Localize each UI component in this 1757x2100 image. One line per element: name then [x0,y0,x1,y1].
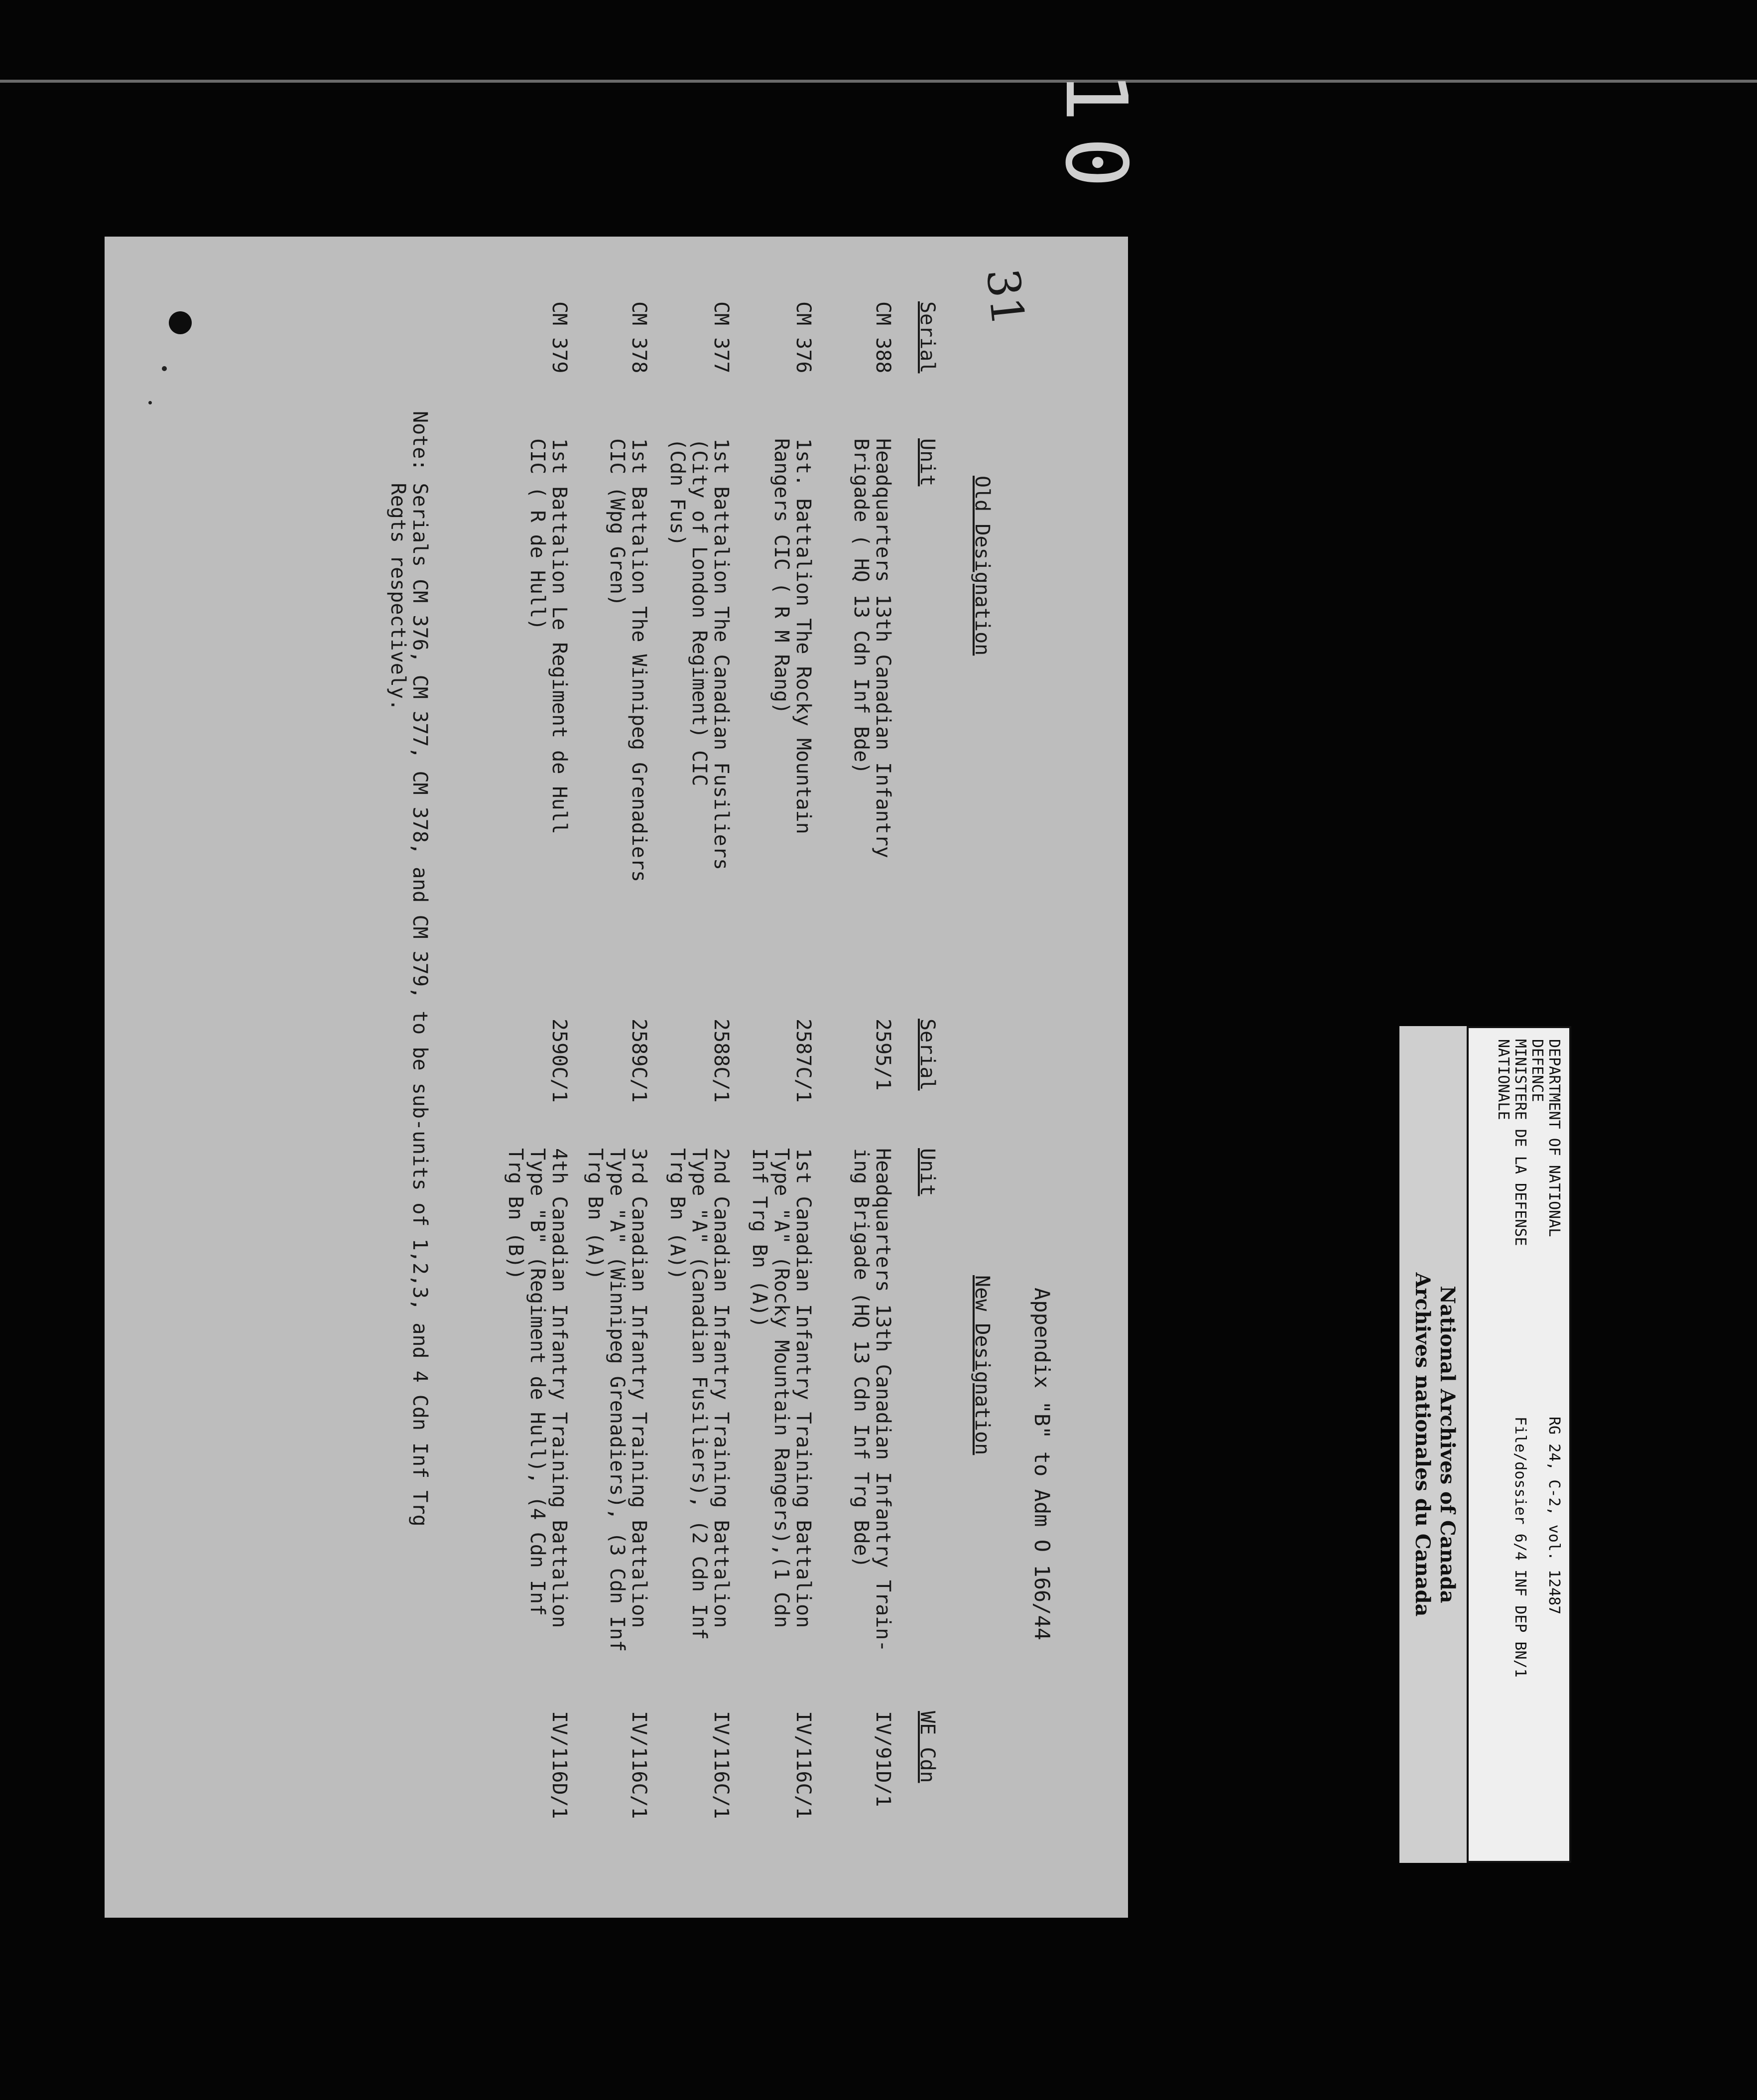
table-cell-new-unit: Headquarters 13th Canadian Infantry Train- ing Brigade (HQ 13 Cdn Inf Trg Bde) [850,1148,894,1652]
reference-box [1467,1026,1571,1863]
new-serial-header: Serial [916,1019,939,1091]
table-cell-we-cdn: IV/91D/1 [872,1711,894,1807]
file-reference: RG 24, C-2, vol. 12487 File/dossier 6/4 INF DEP BN/1 [1511,1417,1563,1678]
old-unit-header: Unit [916,438,939,487]
table-cell-old-serial: CM 379 [548,301,571,374]
table-cell-old-unit: 1st. Battalion The Rocky Mountain Rangers CIC ( R M Rang) [770,438,815,834]
table-cell-old-serial: CM 378 [628,301,650,374]
table-cell-we-cdn: IV/116C/1 [792,1711,815,1819]
scan-edge-line [0,80,1757,83]
table-cell-old-serial: CM 376 [792,301,815,374]
archives-name-fr: Archives nationales du Canada [1411,1272,1434,1617]
table-cell-old-unit: 1st Battalion The Canadian Fusiliers (City of London Regiment) CIC (Cdn Fus) [666,438,733,870]
department-text: DEPARTMENT OF NATIONAL DEFENCE MINISTERE DE LA DEFENSE NATIONALE [1495,1039,1563,1246]
we-cdn-header: WE Cdn [916,1711,939,1783]
table-cell-we-cdn: IV/116C/1 [628,1711,650,1819]
ink-speck [162,366,167,371]
table-cell-new-serial: 2587C/1 [792,1019,815,1103]
archive-label [1399,1026,1571,1863]
margin-page-stamp: 10 [1046,71,1145,203]
document-page [105,237,1128,1918]
appendix-title: Appendix "B" to Adm O 166/44 [1030,1288,1054,1641]
archive-label-content [1399,1026,1571,1863]
table-cell-new-serial: 2588C/1 [710,1019,733,1103]
handwritten-page-number: 31 [976,266,1034,329]
table-cell-new-unit: 3rd Canadian Infantry Training Battalion Type "A" (Winnipeg Grenadiers), (3 Cdn Inf Trg Bn (A)) [584,1148,650,1652]
table-cell-new-serial: 2590C/1 [548,1019,571,1103]
table-cell-new-unit: 1st Canadian Infantry Training Battalion Type "A" (Rocky Mountain Rangers),(1 Cdn Inf Trg Bn (A)) [748,1148,815,1628]
new-designation-heading: New Designation [971,1275,994,1455]
archives-name-en: National Archives of Canada [1436,1286,1459,1603]
table-cell-we-cdn: IV/116C/1 [710,1711,733,1819]
table-cell-we-cdn: IV/116D/1 [548,1711,571,1819]
ink-speck [148,401,152,404]
table-cell-old-serial: CM 377 [710,301,733,374]
table-cell-new-serial: 2595/1 [872,1019,894,1091]
table-cell-new-serial: 2589C/1 [628,1019,650,1103]
punch-hole [169,311,192,334]
old-designation-heading: Old Designation [971,476,994,656]
table-cell-old-unit: Headquarters 13th Canadian Infantry Brigade ( HQ 13 Cdn Inf Bde) [850,438,894,858]
table-cell-old-unit: 1st Battalion Le Regiment de Hull CIC ( R de Hull) [526,438,571,834]
new-unit-header: Unit [916,1148,939,1196]
archives-banner [1399,1026,1467,1863]
table-cell-old-unit: 1st Battalion The Winnipeg Grenadiers CIC (Wpg Gren) [606,438,650,883]
footnote: Note: Serials CM 376, CM 377, CM 378, and CM 379, to be sub-units of 1,2,3, and 4 Cdn Inf Trg Regts respectively. [386,411,431,1527]
table-cell-new-unit: 2nd Canadian Infantry Training Battalion Type "A" (Canadian Fusiliers), (2 Cdn Inf Trg Bn (A)) [666,1148,733,1640]
old-serial-header: Serial [916,301,939,374]
table-cell-new-unit: 4th Canadian Infantry Training Battalion Type "B" (Regiment de Hull), (4 Cdn Inf Trg Bn (B)) [504,1148,571,1628]
document-card [105,237,1128,1918]
table-cell-old-serial: CM 388 [872,301,894,374]
